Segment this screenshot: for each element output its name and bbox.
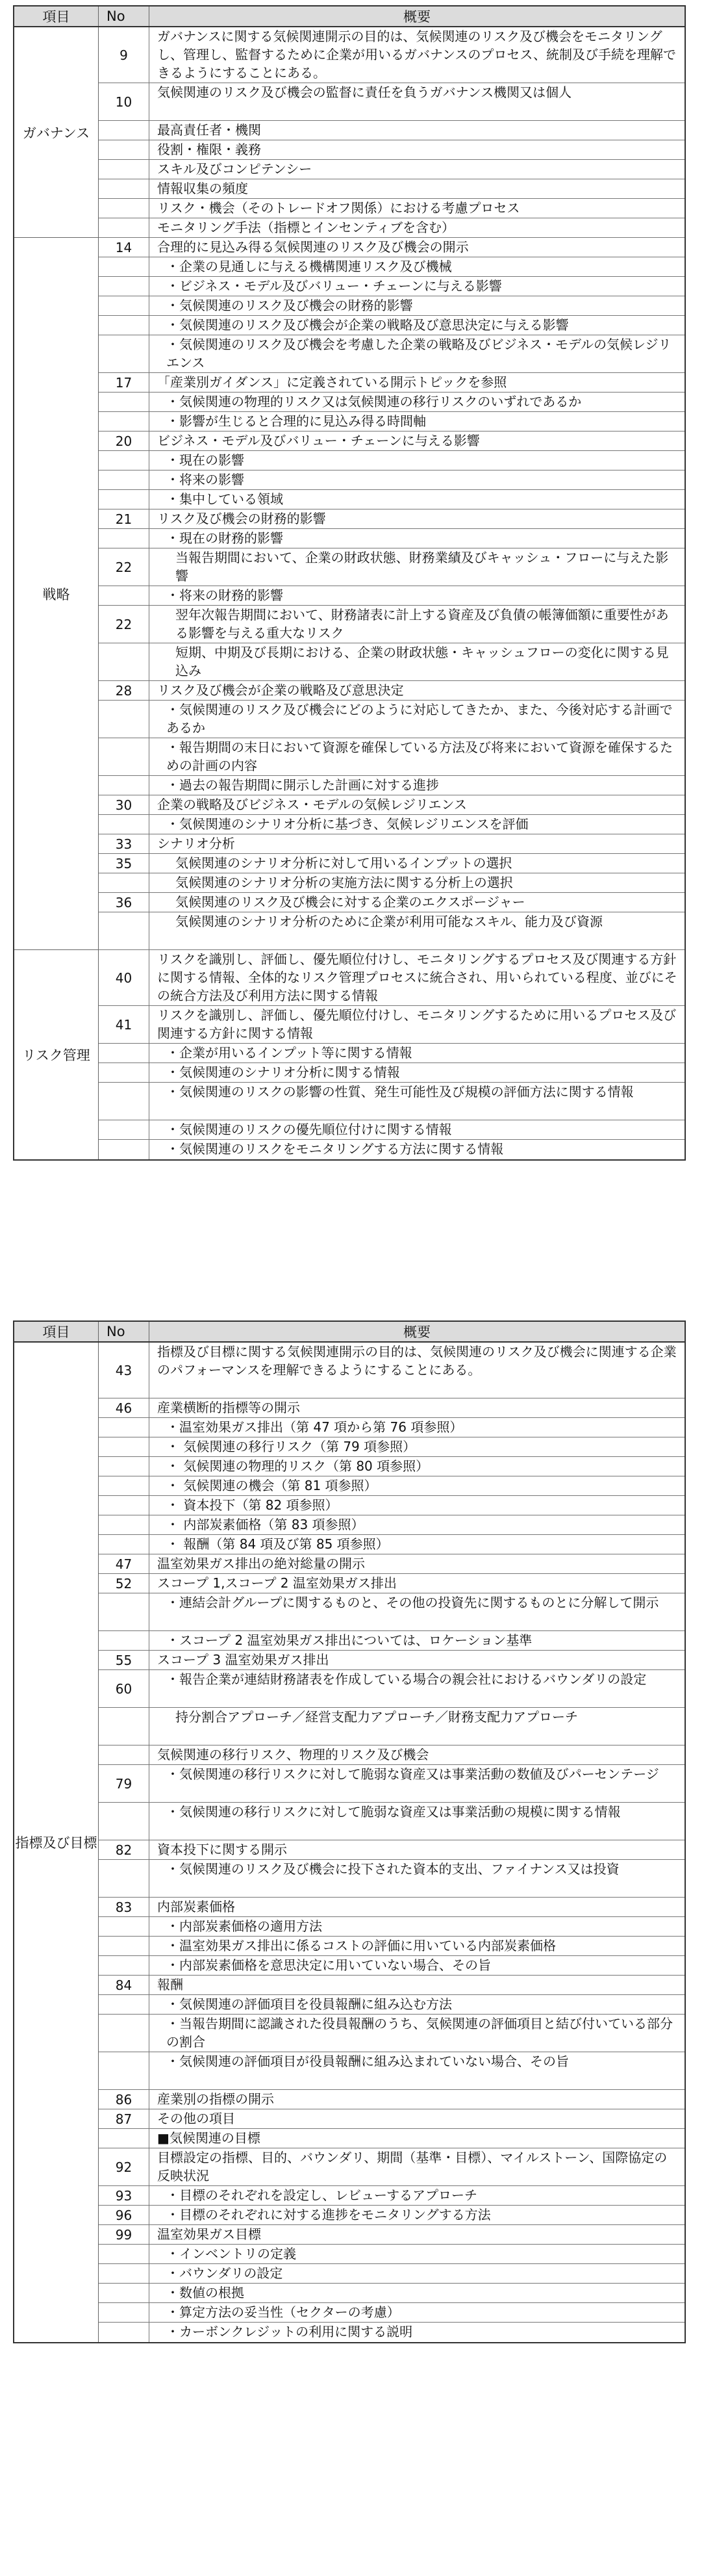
row-summary: ・気候関連のリスクの影響の性質、発生可能性及び規模の評価方法に関する情報 [166,1084,634,1100]
row-summary: ・気候関連のリスク及び機会を考慮した企業の戦略及びビジネス・モデルの気候レジリエンス [166,337,672,370]
row-summary: ・将来の影響 [166,472,244,487]
table-row [99,83,685,121]
table-header [14,1322,685,1343]
row-number: 47 [99,1554,149,1573]
row-summary: ・集中している領域 [166,491,283,507]
row-number: 55 [99,1651,149,1669]
row-number [99,1515,149,1534]
disclosure-table-1 [13,5,686,1161]
row-number: 92 [99,2148,149,2185]
table-row [99,1044,685,1063]
row-number [99,218,149,237]
header-summary: 概要 [403,9,431,25]
row-summary: スキル及びコンピテンシー [157,161,312,177]
table-row [99,1708,685,1745]
row-summary: 気候関連のシナリオ分析のために企業が利用可能なスキル、能力及び資源 [175,914,603,929]
row-number [99,1708,149,1745]
row-summary: ・温室効果ガス排出（第 47 項から第 76 項参照） [166,1419,463,1435]
row-number [99,140,149,159]
category-cell: 指標及び目標 [15,1835,97,1851]
table-row [99,1956,685,1976]
row-summary: ・温室効果ガス排出に係るコストの評価に用いている内部炭素価格 [166,1938,556,1953]
row-number: 30 [99,795,149,814]
row-number [99,393,149,411]
row-number: 83 [99,1898,149,1916]
row-summary: 気候関連のリスク及び機会の監督に責任を負うガバナンス機関又は個人 [157,84,572,100]
row-number [99,586,149,605]
row-summary: ■気候関連の目標 [157,2130,260,2146]
row-number [99,912,149,949]
row-number: 82 [99,1840,149,1859]
row-summary: その他の項目 [157,2111,235,2126]
row-summary: 気候関連のシナリオ分析に対して用いるインプットの選択 [175,855,512,871]
table-row [99,1651,685,1670]
table-row [99,1995,685,2015]
header-summary: 概要 [403,1324,431,1340]
row-number [99,1140,149,1159]
table-row [99,1976,685,1995]
row-number: 21 [99,509,149,528]
row-number: 35 [99,854,149,873]
row-summary: 気候関連の移行リスク、物理的リスク及び機会 [157,1747,429,1762]
row-number [99,2284,149,2302]
table-row [99,412,685,431]
row-summary: ・スコープ 2 温室効果ガス排出については、ロケーション基準 [166,1632,533,1648]
table-row [99,2129,685,2148]
row-summary: 当報告期間において、企業の財政状態、財務業績及びキャッシュ・フローに与えた影響 [175,550,669,584]
row-summary: 短期、中期及び長期における、企業の財政状態・キャッシュフローの変化に関する見込み [175,645,669,678]
row-number: 87 [99,2109,149,2128]
row-number [99,1631,149,1650]
row-summary: 内部炭素価格 [157,1899,235,1914]
row-summary: リスク及び機会の財務的影響 [157,511,326,526]
table-row [99,854,685,873]
table-row [99,873,685,893]
category-cell: ガバナンス [14,27,98,238]
row-summary: ・ 気候関連の機会（第 81 項参照） [166,1478,377,1493]
row-number [99,873,149,892]
table-row [99,1535,685,1554]
row-number [99,1956,149,1975]
table-row [99,1898,685,1917]
table-row [99,586,685,606]
table-row [99,1631,685,1651]
table-row [99,606,685,643]
table-row [99,277,685,296]
table-row [99,1917,685,1937]
row-summary: 合理的に見込み得る気候関連のリスク及び機会の開示 [157,239,469,255]
row-summary: リスクを識別し、評価し、優先順位付けし、モニタリングするために用いるプロセス及び関連する方針に関する情報 [157,1007,677,1041]
row-summary: ・現在の影響 [166,452,244,468]
table-row [99,912,685,950]
row-summary: リスク・機会（そのトレードオフ関係）における考慮プロセス [157,200,520,216]
row-summary: 役割・権限・義務 [157,142,261,157]
table-row [99,1120,685,1140]
row-number [99,1917,149,1936]
table-row [99,393,685,412]
row-summary: ・現在の財務的影響 [166,530,283,546]
row-number [99,1418,149,1437]
table-row [99,2264,685,2284]
table-row [99,140,685,160]
row-summary: ・数値の根拠 [166,2285,244,2300]
row-number: 60 [99,1670,149,1707]
row-number [99,2015,149,2052]
row-summary: ・気候関連のリスクをモニタリングする方法に関する情報 [166,1141,504,1157]
row-number [99,160,149,179]
row-number [99,2129,149,2148]
row-summary: 翌年次報告期間において、財務諸表に計上する資産及び負債の帳簿価額に重要性がある影響を与える重大なリスク [175,607,669,641]
row-summary: ・気候関連の物理的リスク又は気候関連の移行リスクのいずれであるか [166,394,582,409]
row-number: 22 [99,548,149,586]
row-number [99,1860,149,1897]
row-summary: ・気候関連のリスクの優先順位付けに関する情報 [166,1122,452,1137]
header-item: 項目 [14,1322,99,1341]
row-number [99,1745,149,1764]
table-row [99,199,685,218]
row-summary: ・企業が用いるインプット等に関する情報 [166,1045,412,1061]
row-summary: ・内部炭素価格の適用方法 [166,1918,322,1934]
table-row [99,121,685,140]
row-number [99,1044,149,1063]
row-number [99,2264,149,2283]
row-number [99,179,149,198]
table-row [99,27,685,83]
row-number [99,2245,149,2263]
row-summary: スコープ 3 温室効果ガス排出 [157,1652,329,1668]
rows-column [99,27,685,1159]
row-summary: 気候関連のシナリオ分析の実施方法に関する分析上の選択 [175,875,513,890]
table-row [99,451,685,470]
row-summary: ・インベントリの定義 [166,2246,296,2261]
row-summary: ・気候関連のリスク及び機会に投下された資本的支出、ファイナンス又は投資 [166,1861,620,1877]
table-row [99,160,685,179]
table-row [99,2206,685,2225]
table-row [99,373,685,393]
row-summary: ・バウンダリの設定 [166,2265,283,2281]
row-summary: ・報告期間の末日において資源を確保している方法及び将来において資源を確保するための計画の内容 [166,740,673,773]
row-summary: ・気候関連の評価項目が役員報酬に組み込まれていない場合、その旨 [166,2054,569,2069]
table-row [99,431,685,451]
row-summary: 企業の戦略及びビジネス・モデルの気候レジリエンス [157,797,467,812]
row-summary: ・気候関連のシナリオ分析に関する情報 [166,1064,400,1080]
row-summary: 指標及び目標に関する気候関連開示の目的は、気候関連のリスク及び機会に関連する企業のパフォーマンスを理解できるようにすることにある。 [157,1344,677,1378]
row-summary: リスクを識別し、評価し、優先順位付けし、モニタリングするプロセス及び関連する方針に関する情報、全体的なリスク管理プロセスに統合され、用いられている程度、並びにその統合方法及び利用方法に関する情報 [157,951,677,1003]
row-number: 41 [99,1006,149,1043]
row-number [99,701,149,738]
rows-column [99,1343,685,2342]
row-summary: 資本投下に関する開示 [157,1842,287,1857]
row-summary: ・企業の見通しに与える機構関連リスク及び機械 [166,259,452,274]
table-row [99,1418,685,1437]
row-summary: ・ビジネス・モデル及びバリュー・チェーンに与える影響 [166,278,502,294]
table-row [99,1343,685,1398]
table-row [99,257,685,277]
row-number [99,199,149,218]
row-summary: 情報収集の頻度 [157,181,248,196]
row-summary: ・ 資本投下（第 82 項参照） [166,1497,338,1513]
table-row [99,2148,685,2186]
table-row [99,738,685,776]
disclosure-table-2 [13,1320,686,2343]
table-row [99,1140,685,1159]
table-row [99,1398,685,1418]
table-row [99,1554,685,1574]
table-body [14,1343,685,2342]
row-number [99,2303,149,2322]
table-header [14,6,685,27]
table-row [99,1515,685,1535]
row-summary: ・算定方法の妥当性（セクターの考慮） [166,2304,400,2320]
row-summary: 持分割合アプローチ／経営支配力アプローチ／財務支配力アプローチ [175,1709,578,1725]
table-row [99,815,685,834]
table-row [99,1670,685,1708]
row-summary: ・報告企業が連結財務諸表を作成している場合の親会社におけるバウンダリの設定 [166,1671,647,1687]
row-number: 20 [99,431,149,450]
table-row [99,1063,685,1083]
row-summary: ・ 気候関連の物理的リスク（第 80 項参照） [166,1458,429,1474]
row-number [99,815,149,834]
row-number [99,1803,149,1840]
row-number [99,451,149,470]
row-summary: 温室効果ガス目標 [157,2226,261,2242]
row-number [99,1120,149,1139]
row-number: 14 [99,238,149,257]
row-number [99,643,149,680]
table-row [99,1476,685,1496]
row-number: 9 [99,27,149,83]
table-row [99,1860,685,1898]
table-row [99,2052,685,2090]
table-row [99,701,685,738]
table-row [99,834,685,854]
row-summary: 目標設定の指標、目的、バウンダリ、期間（基準・目標）、マイルストーン、国際協定の反映状況 [157,2150,668,2183]
row-number [99,412,149,431]
row-number: 10 [99,83,149,120]
row-number: 43 [99,1343,149,1398]
row-summary: ・目標のそれぞれに対する進捗をモニタリングする方法 [166,2207,491,2222]
table-row [99,1840,685,1860]
row-number: 86 [99,2090,149,2109]
row-summary: ・気候関連のリスク及び機会が企業の戦略及び意思決定に与える影響 [166,317,569,333]
category-cell: 戦略 [14,238,98,950]
row-number: 52 [99,1574,149,1593]
row-number [99,1083,149,1120]
row-summary: 最高責任者・機関 [157,122,261,138]
row-summary: 報酬 [157,1977,183,1992]
table-row [99,893,685,912]
row-summary: リスク及び機会が企業の戦略及び意思決定 [157,682,404,698]
row-summary: シナリオ分析 [157,836,235,851]
row-number: 46 [99,1398,149,1417]
row-summary: ガバナンスに関する気候関連開示の目的は、気候関連のリスク及び機会をモニタリングし、管理し、監督するために企業が用いるガバナンスのプロセス、統制及び手続を理解できるようにすることにある。 [157,29,676,81]
row-summary: ・気候関連のシナリオ分析に基づき、気候レジリエンスを評価 [166,816,529,832]
row-number [99,1593,149,1630]
row-number [99,2052,149,2089]
row-number [99,1437,149,1456]
row-number [99,738,149,775]
row-number: 40 [99,950,149,1005]
row-summary: ・連結会計グループに関するものと、その他の投資先に関するものとに分解して開示 [166,1595,659,1610]
row-number [99,296,149,315]
table-row [99,1574,685,1593]
row-number [99,1535,149,1554]
row-summary: モニタリング手法（指標とインセンティブを含む） [157,220,455,235]
table-row [99,1437,685,1457]
row-number: 93 [99,2186,149,2205]
table-row [99,1745,685,1765]
row-summary: 産業横断的指標等の開示 [157,1400,300,1415]
table-row [99,681,685,701]
header-item: 項目 [14,6,99,26]
row-summary: ・影響が生じると合理的に見込み得る時間軸 [166,413,426,429]
row-summary: 産業別の指標の開示 [157,2091,274,2107]
table-row [99,2245,685,2264]
row-number [99,257,149,276]
table-row [99,2015,685,2052]
table-row [99,335,685,373]
table-row [99,1496,685,1515]
row-number [99,316,149,335]
row-number [99,529,149,548]
table-row [99,2109,685,2129]
row-number [99,1937,149,1955]
row-number: 17 [99,373,149,392]
table-row [99,2225,685,2245]
row-number: 96 [99,2206,149,2224]
table-row [99,1803,685,1840]
table-row [99,795,685,815]
row-summary: ・過去の報告期間に開示した計画に対する進捗 [166,777,439,793]
row-summary: ・気候関連の移行リスクに対して脆弱な資産又は事業活動の数値及びパーセンテージ [166,1766,659,1782]
row-summary: ・気候関連の評価項目を役員報酬に組み込む方法 [166,1996,452,2012]
table-row [99,218,685,238]
row-summary: ・ 内部炭素価格（第 83 項参照） [166,1517,364,1532]
table-row [99,490,685,509]
table-row [99,1593,685,1631]
row-number [99,1995,149,2014]
table-row [99,316,685,335]
item-column [14,1343,99,2342]
row-summary: ・当報告期間に認識された役員報酬のうち、気候関連の評価項目と結び付いている部分の割合 [166,2016,673,2050]
table-body [14,27,685,1159]
row-number [99,335,149,372]
table-row [99,1937,685,1956]
row-number [99,277,149,296]
row-number: 33 [99,834,149,853]
row-number [99,2323,149,2342]
row-number [99,470,149,489]
row-number: 36 [99,893,149,912]
row-summary: 気候関連のリスク及び機会に対する企業のエクスポージャー [175,894,525,910]
table-row [99,509,685,529]
table-row [99,296,685,316]
row-number [99,776,149,795]
row-number: 99 [99,2225,149,2244]
table-row [99,2284,685,2303]
table-row [99,950,685,1006]
table-row [99,179,685,199]
table-row [99,643,685,681]
row-number [99,1496,149,1515]
table-row [99,548,685,586]
row-number [99,121,149,140]
row-summary: ・カーボンクレジットの利用に関する説明 [166,2324,413,2339]
table-row [99,2090,685,2109]
table-row [99,529,685,548]
row-number: 28 [99,681,149,700]
row-number: 79 [99,1765,149,1802]
table-row [99,2303,685,2323]
row-number [99,1457,149,1476]
row-summary: ・気候関連の移行リスクに対して脆弱な資産又は事業活動の規模に関する情報 [166,1804,621,1820]
table-row [99,1765,685,1803]
header-no: No [99,6,149,26]
table-row [99,470,685,490]
row-summary: スコープ 1,スコープ 2 温室効果ガス排出 [157,1575,397,1591]
category-cell: リスク管理 [22,1048,90,1063]
row-summary: ・ 気候関連の移行リスク（第 79 項参照） [166,1439,416,1454]
table-row [99,1006,685,1044]
row-summary: ・ 報酬（第 84 項及び第 85 項参照） [166,1536,389,1552]
row-summary: 温室効果ガス排出の絶対総量の開示 [157,1556,365,1571]
row-number: 22 [99,606,149,643]
row-number [99,490,149,509]
row-number: 84 [99,1976,149,1994]
row-number [99,1476,149,1495]
row-summary: ビジネス・モデル及びバリュー・チェーンに与える影響 [157,433,480,448]
table-row [99,2323,685,2342]
table-row [99,2186,685,2206]
row-summary: ・内部炭素価格を意思決定に用いていない場合、その旨 [166,1957,491,1973]
table-row [99,1457,685,1476]
row-summary: ・気候関連のリスク及び機会にどのように対応してきたか、また、今後対応する計画であるか [166,702,673,736]
row-number [99,1063,149,1082]
item-column [14,27,99,1159]
row-summary: 「産業別ガイダンス」に定義されている開示トピックを参照 [157,374,507,390]
table-row [99,776,685,795]
row-summary: ・目標のそれぞれを設定し、レビューするアプローチ [166,2187,477,2203]
table-row [99,1083,685,1120]
row-summary: ・将来の財務的影響 [166,587,283,603]
table-row [99,238,685,257]
row-summary: ・気候関連のリスク及び機会の財務的影響 [166,298,413,313]
header-no: No [99,1322,149,1341]
